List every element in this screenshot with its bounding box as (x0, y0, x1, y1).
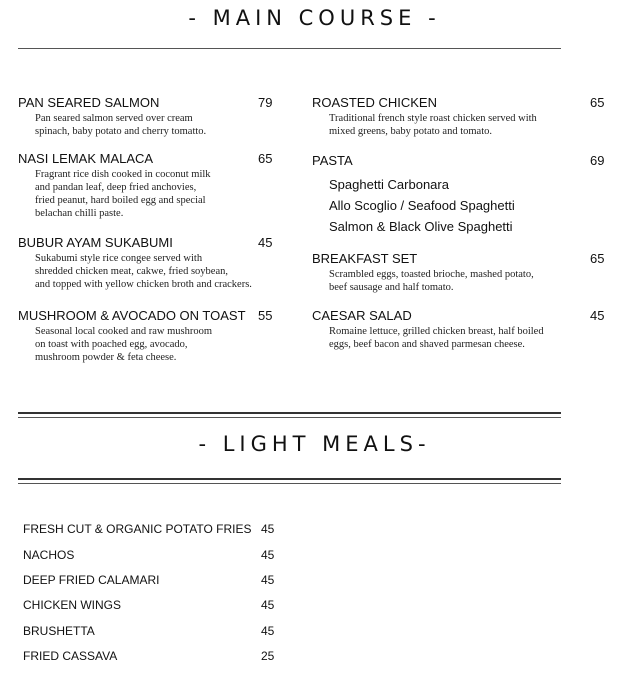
description-line: belachan chilli paste. (35, 208, 124, 219)
menu-item-caesar-salad (312, 308, 612, 358)
main-course-top-divider (18, 48, 561, 49)
description-line: mushroom powder & feta cheese. (35, 352, 177, 363)
light-meal-price: 45 (261, 624, 275, 638)
menu-item-description (329, 268, 534, 294)
menu-item-price: 45 (590, 308, 605, 323)
pasta-option: Allo Scoglio / Seafood Spaghetti (329, 198, 515, 213)
menu-item-description (35, 252, 252, 291)
menu-item-name: ROASTED CHICKEN (312, 95, 437, 110)
light-meal-price: 45 (261, 598, 275, 612)
description-line: Scrambled eggs, toasted brioche, mashed potato, (329, 269, 534, 280)
description-line: and topped with yellow chicken broth and crackers. (35, 279, 252, 290)
light-meals-heading: - LIGHT MEALS- (198, 432, 431, 456)
description-line: Sukabumi style rice congee served with (35, 253, 203, 264)
description-line: Fragrant rice dish cooked in coconut milk (35, 169, 211, 180)
menu-item-description (35, 325, 212, 364)
light-meal-item (23, 598, 283, 614)
light-meal-price: 25 (261, 649, 275, 663)
menu-item-description (329, 325, 544, 351)
menu-item-pasta (312, 153, 612, 243)
menu-item-name: MUSHROOM & AVOCADO ON TOAST (18, 308, 246, 323)
light-meals-divider-line (18, 478, 561, 480)
menu-item-description (35, 168, 211, 220)
menu-item-description (35, 112, 206, 138)
description-line: shredded chicken meat, cakwe, fried soybean, (35, 266, 228, 277)
light-meal-item (23, 573, 283, 589)
menu-item-name: PAN SEARED SALMON (18, 95, 160, 110)
light-meal-name: BRUSHETTA (23, 624, 95, 638)
light-meal-price: 45 (261, 548, 275, 562)
pasta-option: Spaghetti Carbonara (329, 177, 449, 192)
description-line: beef sausage and half tomato. (329, 282, 454, 293)
description-line: eggs, beef bacon and shaved parmesan cheese. (329, 339, 525, 350)
menu-item-nasi-lemak-malaca (18, 151, 278, 231)
menu-item-name: PASTA (312, 153, 353, 168)
menu-item-roasted-chicken (312, 95, 612, 145)
description-line: on toast with poached egg, avocado, (35, 339, 188, 350)
light-meal-name: DEEP FRIED CALAMARI (23, 573, 160, 587)
light-meal-item (23, 522, 283, 538)
light-meal-name: FRIED CASSAVA (23, 649, 118, 663)
menu-item-mushroom-avocado-toast (18, 308, 283, 373)
description-line: Romaine lettuce, grilled chicken breast, half boiled (329, 326, 544, 337)
light-meal-name: FRESH CUT & ORGANIC POTATO FRIES (23, 522, 252, 536)
description-line: mixed greens, baby potato and tomato. (329, 126, 493, 137)
menu-item-name: CAESAR SALAD (312, 308, 412, 323)
description-line: and pandan leaf, deep fried anchovies, (35, 182, 197, 193)
description-line: fried peanut, hard boiled egg and special (35, 195, 206, 206)
menu-item-pan-seared-salmon (18, 95, 278, 145)
section-divider-line (18, 417, 561, 418)
menu-item-price: 65 (590, 251, 605, 266)
description-line: Pan seared salmon served over cream (35, 113, 193, 124)
light-meal-item (23, 548, 283, 564)
pasta-option: Salmon & Black Olive Spaghetti (329, 219, 513, 234)
description-line: Traditional french style roast chicken served with (329, 113, 537, 124)
menu-item-price: 65 (258, 151, 273, 166)
menu-item-price: 69 (590, 153, 605, 168)
menu-item-name: NASI LEMAK MALACA (18, 151, 154, 166)
menu-item-breakfast-set (312, 251, 612, 301)
section-divider-line (18, 412, 561, 414)
light-meal-price: 45 (261, 522, 275, 536)
menu-item-name: BREAKFAST SET (312, 251, 418, 266)
description-line: Seasonal local cooked and raw mushroom (35, 326, 212, 337)
menu-item-description (329, 112, 537, 138)
menu-item-price: 55 (258, 308, 273, 323)
light-meal-item (23, 624, 283, 640)
menu-item-bubur-ayam-sukabumi (18, 235, 283, 300)
menu-item-price: 65 (590, 95, 605, 110)
menu-item-name: BUBUR AYAM SUKABUMI (18, 235, 173, 250)
main-course-heading: - MAIN COURSE - (188, 6, 441, 30)
light-meal-item (23, 649, 283, 665)
light-meal-price: 45 (261, 573, 275, 587)
menu-item-price: 45 (258, 235, 273, 250)
light-meal-name: NACHOS (23, 548, 75, 562)
description-line: spinach, baby potato and cherry tomatto. (35, 126, 207, 137)
light-meals-divider-line (18, 483, 561, 484)
menu-item-price: 79 (258, 95, 273, 110)
light-meal-name: CHICKEN WINGS (23, 598, 122, 612)
